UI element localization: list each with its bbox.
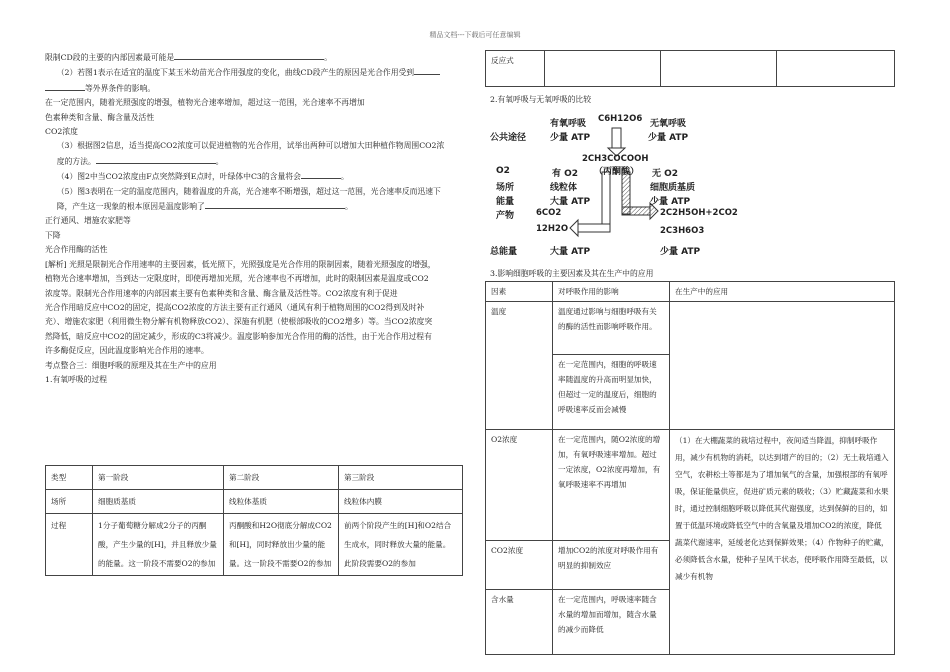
table-cell: （1）在大棚蔬菜的栽培过程中，夜间适当降温，抑制呼吸作用，减少有机物的消耗，以达到增产的目的；（2）无土栽培通入空气，农耕松土等都是为了增加氧气的含量，加强根部的有氧呼吸，保证能量供应，促进矿质元素的吸收；（3）贮藏蔬菜和水果时，通过控制细胞呼吸以降低其代谢强度，达到保鲜的目的，如置于低温环境或降低空气中的含氧量及增加CO2的浓度，降低蔬菜代谢速率，延缓老化达到保鲜效果；（4）作物种子的贮藏，必须降低含水量，使种子呈风干状态，使呼吸作用降至最低，以减少有机物 — [670, 430, 895, 655]
pyruvate-name: （丙酮酸） — [594, 167, 640, 177]
table-cell — [545, 51, 661, 87]
small-atp-right: 少量 ATP — [648, 133, 689, 143]
text-line: 光合作用暗反应中CO2的固定，提高CO2浓度的方法主要有正行通风（通风有利于植物周围的CO2得到及时补 — [45, 302, 425, 312]
table-cell: 前两个阶段产生的[H]和O2结合生成水，同时释放大量的能量。此阶段需要O2的参加 — [339, 514, 463, 576]
text-line: 浓度等。限制光合作用速率的内部因素主要有色素种类和含量、酶含量及活性等。CO2浓度有利于促进 — [45, 288, 398, 298]
table-cell: 1分子葡萄糖分解成2分子的丙酮酸，产生少量的[H]，并且释放少量的能量。这一阶段不需要O2的参加 — [93, 514, 224, 576]
table-header: 因素 — [486, 282, 553, 302]
table-cell: 在一定范围内，呼吸速率随含水量的增加而增加，随含水量的减少而降低 — [553, 590, 670, 655]
big-atp-label: 大量 ATP — [550, 197, 591, 207]
table-cell: 过程 — [46, 514, 93, 576]
table-cell: 细胞质基质 — [93, 490, 224, 514]
has-o2: 有 O2 — [552, 169, 579, 179]
diagram-arrows — [490, 104, 740, 264]
energy-label: 能量 — [496, 197, 515, 207]
text-line: 降，产生这一现象的根本原因是温度影响了 。 — [45, 199, 463, 214]
ethanol-product: 2C2H5OH+2CO2 — [660, 208, 738, 218]
text-line: （3）根据图2信息，适当提高CO2浓度可以促进植物的光合作用，试举出两种可以增加大田种植作物周围CO2浓 — [56, 141, 445, 151]
table-cell: 反应式 — [486, 51, 545, 87]
table-header: 第三阶段 — [339, 466, 463, 490]
table-header: 第一阶段 — [93, 466, 224, 490]
text-line: （2）若图1表示在适宜的温度下某玉米幼苗光合作用强度的变化，曲线CD段产生的原因是光合作用受到 — [45, 65, 463, 80]
glucose-label: C6H12O6 — [598, 114, 643, 124]
table-cell: CO2浓度 — [486, 541, 553, 590]
table-cell: 在一定范围内，细胞的呼吸速率随温度的升高而明显加快，但超过一定的温度后，细胞的呼吸速率反而会减慢 — [553, 355, 670, 430]
total-small-atp: 少量 ATP — [660, 247, 701, 257]
text-line: 1.有氧呼吸的过程 — [45, 374, 108, 384]
table-cell: 温度 — [486, 302, 553, 430]
anaerobic-label: 无氧呼吸 — [650, 119, 687, 129]
mito-label: 线粒体 — [550, 183, 578, 193]
text-line: （4）图2中当CO2浓度由F点突然降到E点时，叶绿体中C3的含量将会 。 — [45, 169, 463, 184]
table-cell: 温度通过影响与细胞呼吸有关的酶的活性而影响呼吸作用。 — [553, 302, 670, 355]
table-header: 在生产中的应用 — [670, 282, 895, 302]
text-line: 限制CD段的主要的内部因素最可能是 。 — [45, 50, 463, 65]
lactate-product: 2C3H6O3 — [660, 226, 705, 236]
table-cell — [670, 302, 895, 430]
table-cell: 线粒体内膜 — [339, 490, 463, 514]
water-product: 12H2O — [536, 224, 569, 234]
table-header: 第二阶段 — [224, 466, 339, 490]
table-header: 对呼吸作用的影响 — [553, 282, 670, 302]
text-line: [解析] 光照是限制光合作用速率的主要因素，低光照下，光照强度是光合作用的限制因素，随着光照强度的增强， — [45, 259, 436, 269]
table-cell: 丙酮酸和H2O彻底分解成CO2和[H]，同时释放出少量的能量。这一阶段不需要O2的参加 — [224, 514, 339, 576]
site-label: 场所 — [496, 183, 515, 193]
table-cell — [661, 51, 777, 87]
section-title: 2.有氧呼吸与无氧呼吸的比较 — [490, 95, 592, 104]
table-cell: 含水量 — [486, 590, 553, 655]
table-cell: 线粒体基质 — [224, 490, 339, 514]
text-line: 许多酶促反应，因此温度影响光合作用的速率。 — [45, 346, 209, 356]
aerobic-process-table — [45, 465, 463, 576]
table-cell — [777, 51, 895, 87]
text-line: 然降低，暗反应中CO2的固定减少，形成的C3将减少。温度影响参加光合作用的酶的活性，由于光合作用过程有 — [45, 331, 432, 341]
factors-table — [485, 281, 895, 655]
text-line: 度的方法。 。 — [45, 154, 463, 169]
table-cell: 在一定范围内，随O2浓度的增加，有氧呼吸速率增加。超过一定浓度，O2浓度再增加，有氧呼吸速率不再增加 — [553, 430, 670, 541]
co2-product: 6CO2 — [536, 208, 562, 218]
text-line: 光合作用酶的活性 — [45, 245, 108, 255]
page-header: 精品文档---下载后可任意编辑 — [429, 31, 521, 39]
text-line: 下降 — [45, 230, 61, 240]
small-atp-left: 少量 ATP — [550, 133, 591, 143]
table-cell: 场所 — [46, 490, 93, 514]
text-line: 考点整合三：细胞呼吸的原理及其在生产中的应用 — [45, 360, 217, 370]
text-line: 植物光合速率增加，当到达一定限度时，即使再增加光照，光合速率也不再增加，此时的限制因素是温度或CO2 — [45, 274, 429, 284]
cyto-label: 细胞质基质 — [650, 183, 696, 193]
section-title: 3.影响细胞呼吸的主要因素及其在生产中的应用 — [490, 269, 654, 278]
table-cell: 增加CO2的浓度对呼吸作用有明显的抑制效应 — [553, 541, 670, 590]
table-header: 类型 — [46, 466, 93, 490]
small-atp-label: 少量 ATP — [650, 197, 691, 207]
product-label: 产物 — [496, 211, 515, 221]
respiration-diagram — [490, 104, 740, 264]
no-o2: 无 O2 — [652, 169, 679, 179]
o2-label: O2 — [496, 166, 510, 176]
text-line: 在一定范围内，随着光照强度的增强，植物光合速率增加，超过这一范围，光合速率不再增加 — [45, 98, 365, 108]
total-big-atp: 大量 ATP — [550, 247, 591, 257]
text-line: 色素种类和含量、酶含量及活性 — [45, 112, 155, 122]
table-cell: O2浓度 — [486, 430, 553, 541]
text-line: 正行通风、增施农家肥等 — [45, 216, 131, 226]
total-energy-label: 总能量 — [490, 247, 518, 257]
aerobic-label: 有氧呼吸 — [550, 119, 587, 129]
reaction-table — [485, 50, 895, 87]
left-column — [45, 50, 463, 387]
text-line: CO2浓度 — [45, 127, 78, 137]
text-line: 充）、增施农家肥（利用微生物分解有机物释放CO2）、深施有机肥（使根部吸收的CO2增多）等。当CO2浓度突 — [45, 317, 433, 327]
text-line: 等外界条件的影响。 — [45, 81, 463, 96]
pyruvate-formula: 2CH3COCOOH — [582, 154, 649, 164]
common-path-label: 公共途径 — [490, 133, 527, 143]
text-line: （5）图3表明在一定的温度范围内，随着温度的升高，光合速率不断增强，超过这一范围，光合速率反而迅速下 — [56, 186, 441, 196]
